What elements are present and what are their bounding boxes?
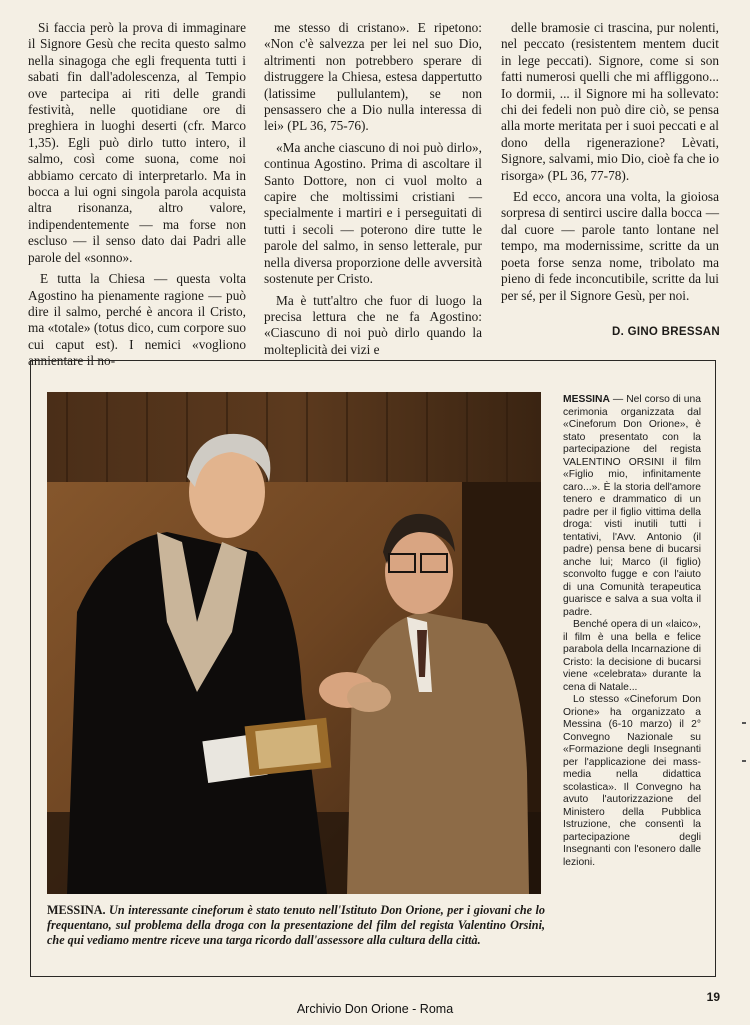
- event-photograph: [47, 392, 541, 894]
- article-paragraph: delle bramosie ci trascina, pur nolenti, nel peccato (resistentem mentem ducit in lege peccati). Signore, come si son fatti numerosi quelli che mi affliggono... Io dormii, ... il Signore mi ha sollevato: chi dei fedeli non può dire ciò, se pensa alla morte meritata per i suoi peccati e al dono della rigenerazione? Lèvati, Signore, salvami, mio Dio, cioè fa che io risorga» (PL 36, 77-78).: [501, 20, 719, 183]
- article-paragraph: Si faccia però la prova di immaginare il Signore Gesù che recita questo salmo nella sinagoga che egli frequenta tutti i sabati fin dall'adolescenza, al Tempio ove partecipa ai riti delle grandi festività, nelle quotidiane ore di preghiera in luoghi deserti (cfr. Marco 1,35). Egli può dirlo tutto intero, il salmo, così come suona, come noi abbiamo cercato di interpretarlo. Ma in bocca a lui ogni singola parola acquista altra risonanza, altro valore, indipendentemente — ma forse non escluso — il senso dato dai Padri alle parole del «sonno».: [28, 20, 246, 265]
- article-paragraph: Ed ecco, ancora una volta, la gioiosa sorpresa di sentirci uscire dalla bocca — dal cuore — parole tanto lontane nel tempo, ma modernissime, scritte da un poeta forse senza nome, tribolato ma pieno di fede inconcutibile, scritte da lui per sé, per il Signore Gesù, per noi.: [501, 189, 719, 303]
- sidebar-paragraph: Lo stesso «Cineforum Don Orione» ha organizzato a Messina (6-10 marzo) il 2° Convegno Nazionale su «Formazione degli Insegnanti per l'applicazione dei mass-media nella didattica scolastica». Il Convegno ha avuto l'autorizzazione del Ministero della Pubblica Istruzione, che consentì la partecipazione degli Insegnanti con l'esonero dalle lezioni.: [563, 694, 701, 868]
- article-column-2: [264, 20, 482, 363]
- article-paragraph: me stesso di cristano». E ripetono: «Non c'è salvezza per lei nel suo Dio, altrimenti non potrebbero sperare di distruggere la Chiesa, estesa dappertutto (latissime pullulantem), se non pensassero che a Dio nulla interessa di lei» (PL 36, 75-76).: [264, 20, 482, 134]
- page-number: 19: [706, 990, 720, 1004]
- margin-mark: [742, 722, 746, 724]
- article-paragraph: E tutta la Chiesa — questa volta Agostino ha pienamente ragione — può dire il salmo, perché è ancora il Cristo, ma «totale» (totus dico, cum corpore suo cui caput est). I nemici «vogliono annientare il no-: [28, 271, 246, 369]
- photo-illustration: [47, 392, 541, 894]
- news-sidebar: [563, 394, 701, 869]
- caption-place: MESSINA.: [47, 903, 106, 917]
- caption-text: Un interessante cineforum è stato tenuto nell'Istituto Don Orione, per i giovani che lo frequentano, sul problema della droga con la presentazione del film del regista Valentino Orsini, che qui vediamo mentre riceve una targa ricordo dall'assessore alla cultura della città.: [47, 903, 545, 947]
- sidebar-paragraph: [563, 394, 701, 619]
- archive-footer: Archivio Don Orione - Roma: [296, 1002, 454, 1016]
- author-signature: D. GINO BRESSAN: [611, 326, 720, 338]
- sidebar-paragraph: Benché opera di un «laico», il film è una bella e felice parabola della Incarnazione di Cristo: la decisione di bucarsi viene «celebrata» durante la cena di Natale...: [563, 619, 701, 693]
- article-column-1: [28, 20, 246, 375]
- article-paragraph: Ma è tutt'altro che fuor di luogo la precisa lettura che ne fa Agostino: «Ciascuno di noi può dirlo quando la molteplicità dei vizi e: [264, 292, 482, 357]
- article-column-3: [501, 20, 719, 309]
- article-paragraph: «Ma anche ciascuno di noi può dirlo», continua Agostino. Prima di ascoltare il Santo Dottore, non ci vuol molto a capire che moltissimi cristiani — specialmente i martiri e i perseguitati di tutti i secoli — poterono dire tutte le parole del salmo, in senso letterale, pur nella diversa proporzione delle avversità sostenute per Cristo.: [264, 139, 482, 287]
- margin-mark: [742, 760, 746, 762]
- sidebar-place: MESSINA: [563, 394, 610, 405]
- sidebar-text: — Nel corso di una cerimonia organizzata dal «Cineforum Don Orione», è stato presentato con la partecipazione del regista VALENTINO ORSINI il film «Figlio mio, infinitamente caro...». È la storia dell'amore tenero e drammatico di un padre per il figlio vittima della droga: visti inutili tutti i tentativi, l'Avv. Antonio (il padre) pensa bene di bucarsi anche lui; Marco (il figlio) sconvolto fugge e con l'aiuto di una Comunità terapeutica guarisce e salva a sua volta il padre.: [563, 394, 701, 618]
- photo-caption: [47, 903, 545, 948]
